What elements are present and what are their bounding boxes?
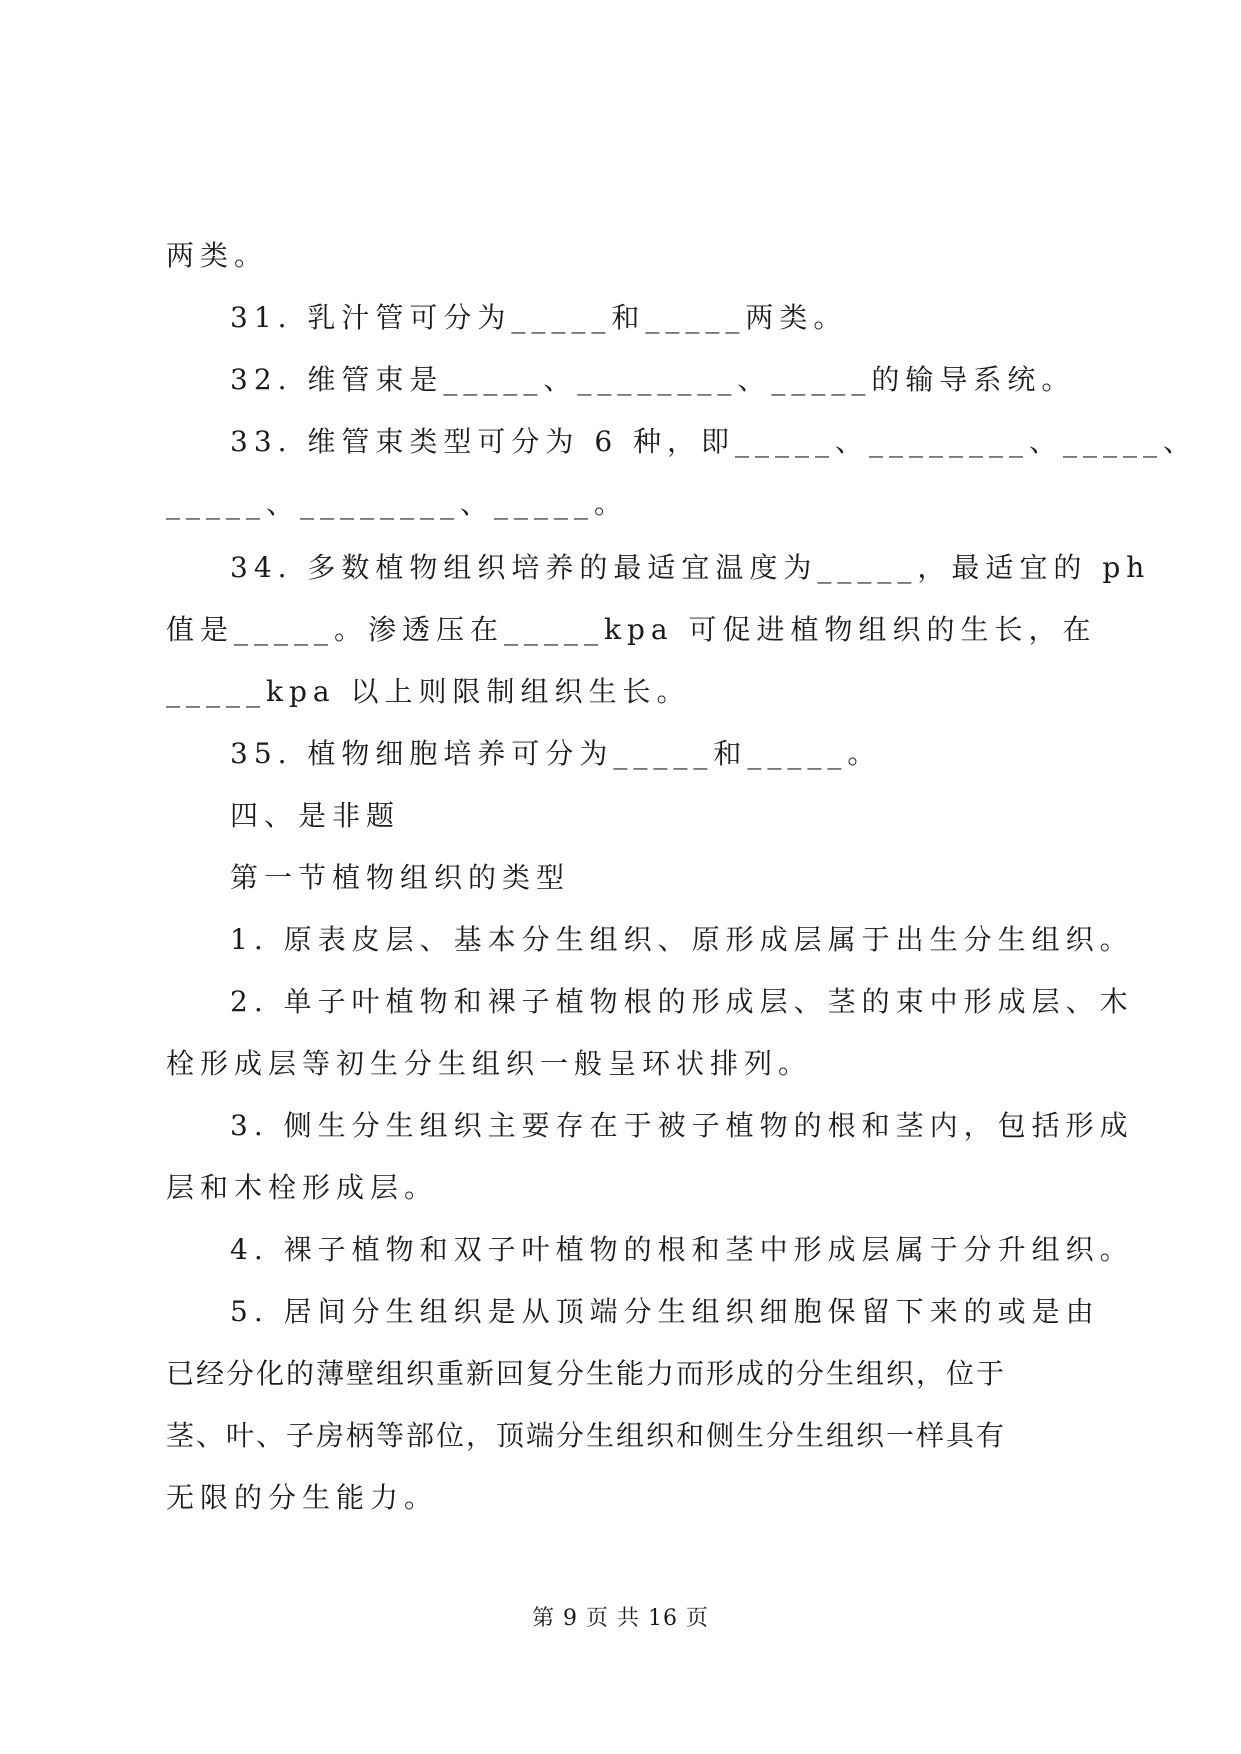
question-34: 34. 多数植物组织培养的最适宜温度为_____，最适宜的 ph <box>230 551 1151 584</box>
question-34-cont-1: 值是_____。渗透压在_____kpa 可促进植物组织的生长，在 <box>166 613 1097 646</box>
statement-2-cont: 栓形成层等初生分生组织一般呈环状排列。 <box>166 1047 813 1080</box>
statement-5-cont-1: 已经分化的薄壁组织重新回复分生能力而形成的分生组织，位于 <box>166 1357 1007 1390</box>
question-32: 32. 维管束是_____、________、_____的输导系统。 <box>230 363 1076 396</box>
statement-4: 4. 裸子植物和双子叶植物的根和茎中形成层属于分升组织。 <box>230 1233 1134 1266</box>
statement-2: 2. 单子叶植物和裸子植物根的形成层、茎的束中形成层、木 <box>230 985 1134 1018</box>
question-34-cont-2: _____kpa 以上则限制组织生长。 <box>166 675 691 708</box>
subsection-heading: 第一节植物组织的类型 <box>230 861 571 894</box>
statement-5: 5. 居间分生组织是从顶端分生组织细胞保留下来的或是由 <box>230 1295 1100 1328</box>
question-33: 33. 维管束类型可分为 6 种，即_____、________、_____、 <box>230 425 1198 458</box>
text-line: 两类。 <box>166 239 269 272</box>
question-35: 35. 植物细胞培养可分为_____和_____。 <box>230 737 882 770</box>
question-31: 31. 乳汁管可分为_____和_____两类。 <box>230 301 848 334</box>
statement-5-cont-3: 无限的分生能力。 <box>166 1481 439 1514</box>
statement-3: 3. 侧生分生组织主要存在于被子植物的根和茎内，包括形成 <box>230 1109 1134 1142</box>
statement-3-cont: 层和木栓形成层。 <box>166 1171 439 1204</box>
question-33-cont: _____、________、_____。 <box>166 487 629 520</box>
statement-1: 1. 原表皮层、基本分生组织、原形成层属于出生分生组织。 <box>230 923 1134 956</box>
statement-5-cont-2: 茎、叶、子房柄等部位，顶端分生组织和侧生分生组织一样具有 <box>166 1419 1007 1452</box>
section-heading: 四、是非题 <box>230 799 401 832</box>
page-number-footer: 第 9 页 共 16 页 <box>532 1606 709 1631</box>
